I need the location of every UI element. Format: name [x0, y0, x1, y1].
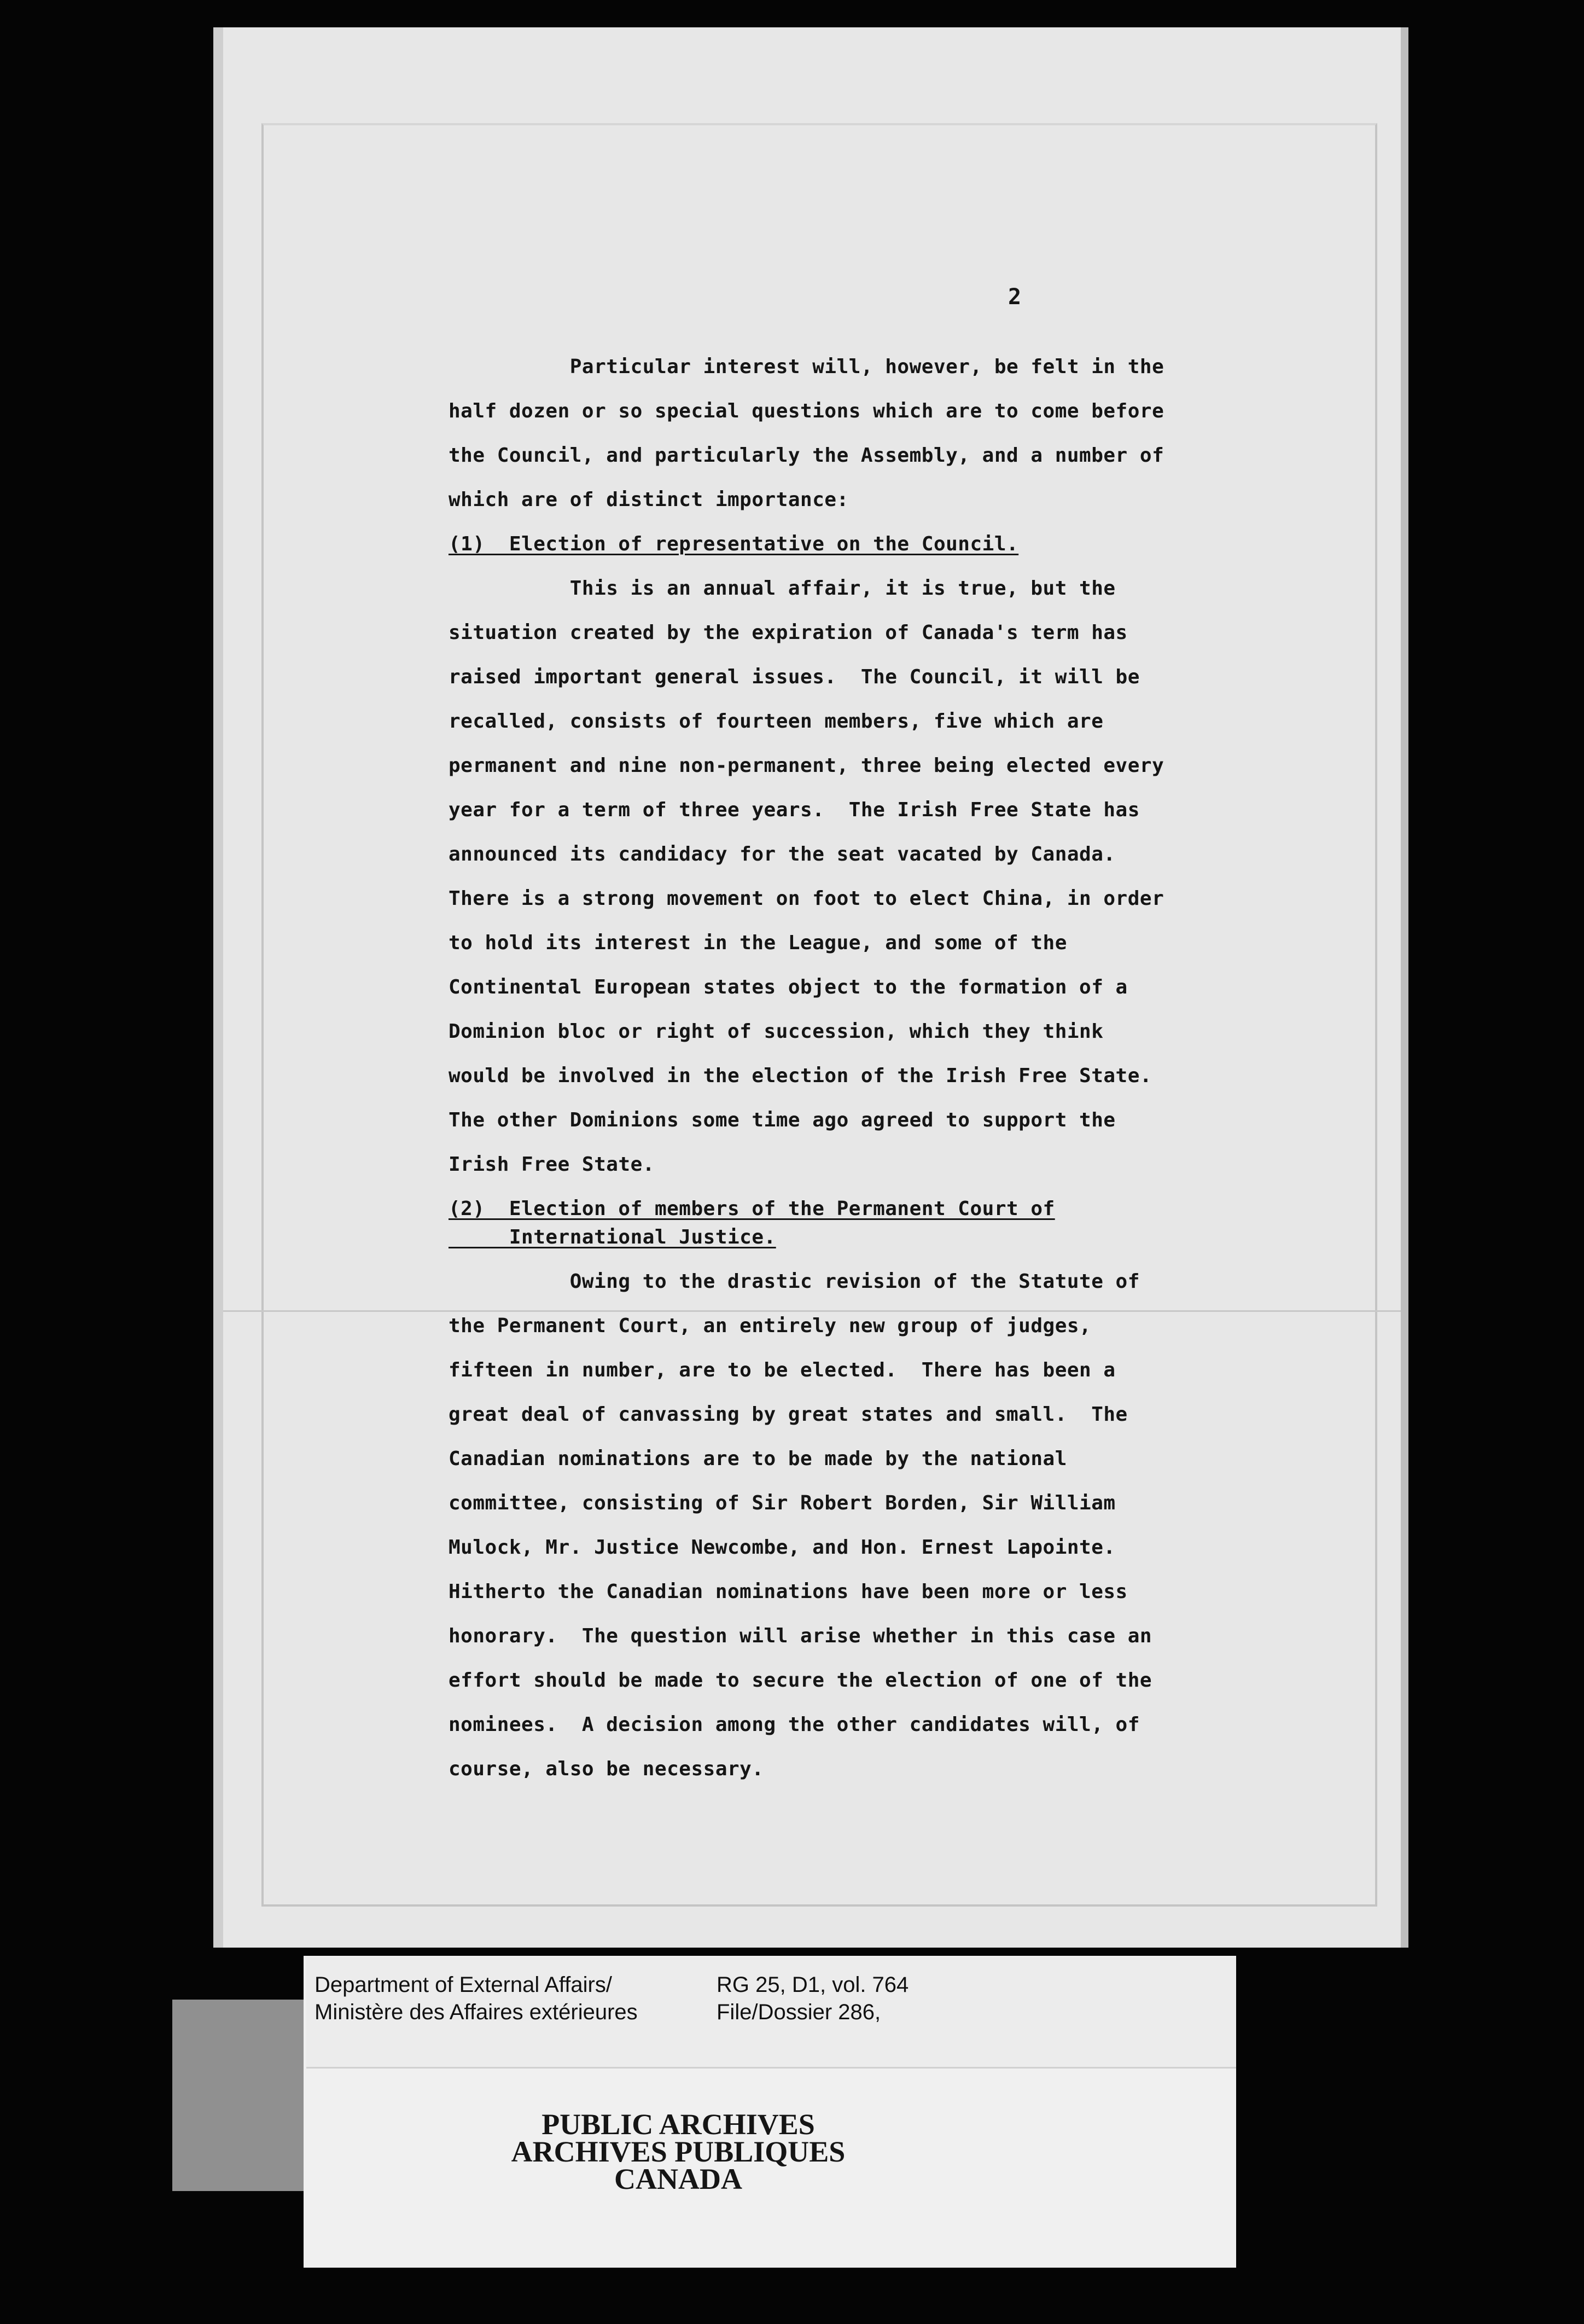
text-line: Owing to the drastic revision of the Statute of: [449, 1270, 1140, 1293]
text-line: Hitherto the Canadian nominations have been more or less: [449, 1581, 1128, 1603]
text-line: which are of distinct importance:: [449, 489, 849, 511]
text-line: honorary. The question will arise whether in this case an: [449, 1625, 1152, 1647]
text-line: Dominion bloc or right of succession, which they think: [449, 1020, 1104, 1043]
text-line: would be involved in the election of the Irish Free State.: [449, 1065, 1152, 1087]
text-line: half dozen or so special questions which are to come before: [449, 400, 1164, 422]
text-line: effort should be made to secure the election of one of the: [449, 1669, 1152, 1692]
text-line: (1) Election of representative on the Council.: [449, 533, 1019, 555]
text-line: This is an annual affair, it is true, but the: [449, 577, 1116, 600]
text-line: International Justice.: [449, 1226, 776, 1248]
stamp-canada: CANADA: [614, 2163, 742, 2195]
text-line: The other Dominions some time ago agreed to support the: [449, 1109, 1116, 1131]
document-page: [213, 27, 1408, 1948]
text-line: great deal of canvassing by great states and small. The: [449, 1403, 1128, 1426]
text-line: year for a term of three years. The Irish Free State has: [449, 799, 1140, 821]
text-line: Canadian nominations are to be made by the national: [449, 1448, 1067, 1470]
archive-reference: RG 25, D1, vol. 764: [717, 1973, 909, 1997]
stamp-archives-publiques: ARCHIVES PUBLIQUES: [511, 2135, 846, 2168]
text-line: course, also be necessary.: [449, 1758, 764, 1780]
text-line: to hold its interest in the League, and some of the: [449, 932, 1067, 954]
text-line: Irish Free State.: [449, 1153, 655, 1176]
department-french: Ministère des Affaires extérieures: [315, 2000, 638, 2024]
text-line: committee, consisting of Sir Robert Borden, Sir William: [449, 1492, 1116, 1514]
text-line: Continental European states object to the formation of a: [449, 976, 1128, 998]
text-line: announced its candidacy for the seat vacated by Canada.: [449, 843, 1116, 865]
text-line: Particular interest will, however, be felt in the: [449, 356, 1164, 378]
department-english: Department of External Affairs/: [315, 1973, 612, 1997]
text-line: permanent and nine non-permanent, three being elected every: [449, 754, 1164, 777]
stamp-public-archives: PUBLIC ARCHIVES: [541, 2108, 815, 2141]
text-line: nominees. A decision among the other candidates will, of: [449, 1713, 1140, 1736]
text-line: fifteen in number, are to be elected. There has been a: [449, 1359, 1116, 1381]
text-line: the Council, and particularly the Assembly, and a number of: [449, 444, 1164, 467]
page-number: 2: [1008, 284, 1022, 310]
text-line: recalled, consists of fourteen members, five which are: [449, 710, 1104, 733]
text-line: Mulock, Mr. Justice Newcombe, and Hon. Ernest Lapointe.: [449, 1536, 1116, 1559]
archive-file-number: File/Dossier 286,: [717, 2000, 881, 2024]
text-line: (2) Election of members of the Permanent Court of: [449, 1198, 1055, 1220]
text-line: There is a strong movement on foot to elect China, in order: [449, 887, 1164, 910]
text-line: raised important general issues. The Council, it will be: [449, 666, 1140, 688]
text-line: the Permanent Court, an entirely new group of judges,: [449, 1315, 1092, 1337]
text-line: situation created by the expiration of Canada's term has: [449, 621, 1128, 644]
